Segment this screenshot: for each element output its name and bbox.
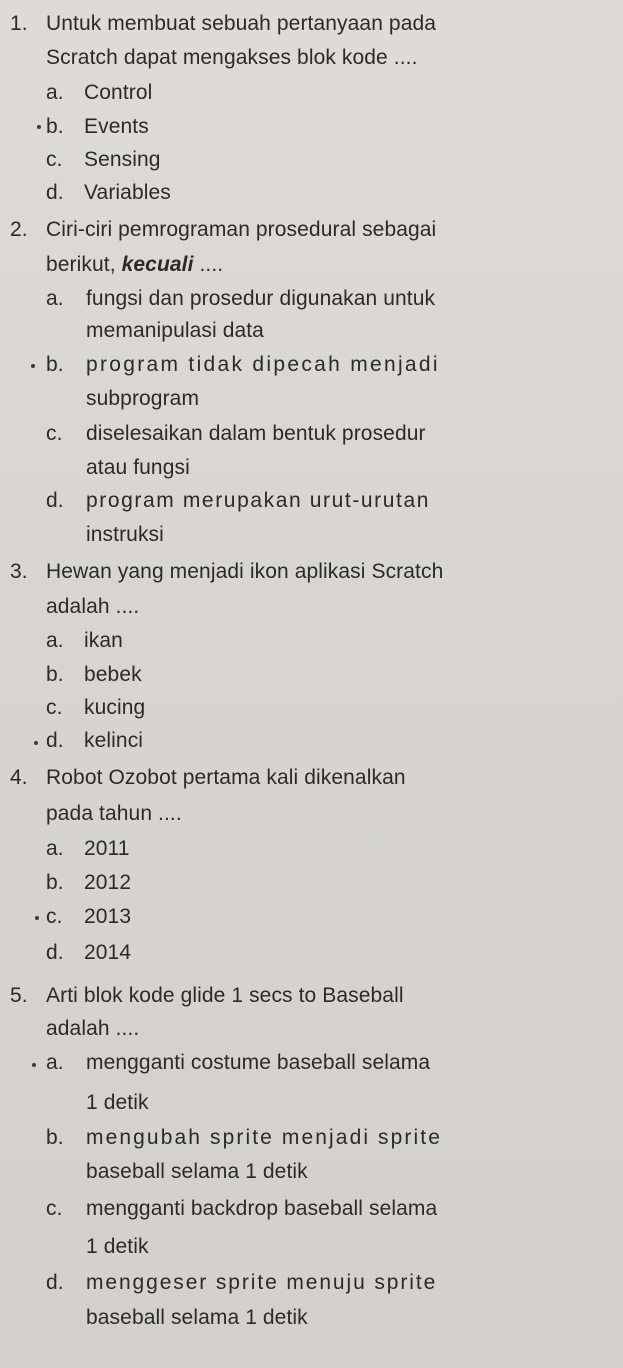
q5-option-b-line-2: baseball selama 1 detik (86, 1160, 308, 1183)
q3-option-b-text: bebek (84, 663, 142, 686)
q5-option-a-letter: a. (46, 1051, 64, 1074)
q5-option-b-letter: b. (46, 1126, 64, 1149)
q5-option-c-line-2: 1 detik (86, 1235, 149, 1258)
q2-option-b-letter: b. (46, 353, 64, 376)
answer-mark-dot (37, 125, 41, 129)
q4-option-d-letter: d. (46, 941, 64, 964)
q2-option-c-line-1: diselesaikan dalam bentuk prosedur (86, 422, 426, 445)
answer-mark-dot (32, 1063, 36, 1067)
q3-option-b-letter: b. (46, 663, 64, 686)
answer-mark-dot (31, 364, 35, 368)
q2-option-c-letter: c. (46, 422, 63, 445)
q4-option-c-text: 2013 (84, 905, 132, 928)
q4-option-a-letter: a. (46, 837, 64, 860)
q2-option-c-line-2: atau fungsi (86, 456, 190, 479)
question-1-text-line-1: Untuk membuat sebuah pertanyaan pada (46, 12, 437, 35)
q2-option-a-line-1: fungsi dan prosedur digunakan untuk (86, 287, 436, 310)
question-2-text-line-1: Ciri-ciri pemrograman prosedural sebagai (46, 218, 437, 241)
q2-option-b-line-2: subprogram (86, 387, 200, 410)
q3-option-d-letter: d. (46, 729, 64, 752)
q5-option-d-letter: d. (46, 1271, 64, 1294)
question-1-text-line-2: Scratch dapat mengakses blok kode .... (46, 46, 418, 69)
answer-mark-dot (34, 741, 38, 745)
q5-option-c-line-1: mengganti backdrop baseball selama (86, 1197, 438, 1220)
question-3-text-line-1: Hewan yang menjadi ikon aplikasi Scratch (46, 560, 444, 583)
question-2-text-suffix: .... (193, 253, 224, 276)
q2-option-a-line-2: memanipulasi data (86, 319, 264, 342)
q1-option-c-text: Sensing (84, 148, 161, 171)
q1-option-a-letter: a. (46, 81, 64, 104)
question-2-text-line-2 (46, 252, 223, 278)
question-3-text-line-2: adalah .... (46, 595, 140, 618)
q1-option-a-text: Control (84, 81, 153, 104)
q3-option-c-letter: c. (46, 696, 63, 719)
question-1-number: 1. (10, 12, 28, 35)
q5-option-d-line-2: baseball selama 1 detik (86, 1306, 308, 1329)
answer-mark-dot (35, 916, 39, 920)
q5-option-a-line-2: 1 detik (86, 1091, 149, 1114)
question-4-number: 4. (10, 766, 28, 789)
question-2-text-prefix: berikut, (46, 253, 122, 276)
question-5-text-line-1: Arti blok kode glide 1 secs to Baseball (46, 984, 404, 1007)
q1-option-d-text: Variables (84, 181, 171, 204)
q1-option-d-letter: d. (46, 181, 64, 204)
question-2-keyword-kecuali: kecuali (121, 253, 194, 276)
q1-option-c-letter: c. (46, 148, 63, 171)
q4-option-b-letter: b. (46, 871, 64, 894)
q2-option-d-line-2: instruksi (86, 523, 164, 546)
q5-option-c-letter: c. (46, 1197, 63, 1220)
q3-option-c-text: kucing (84, 696, 146, 719)
q5-option-b-line-1: mengubah sprite menjadi sprite (86, 1126, 442, 1149)
q1-option-b-letter: b. (46, 115, 64, 138)
q2-option-b-line-1: program tidak dipecah menjadi (86, 353, 440, 376)
question-4-text-line-1: Robot Ozobot pertama kali dikenalkan (46, 766, 406, 789)
q3-option-d-text: kelinci (84, 729, 144, 752)
q3-option-a-text: ikan (84, 629, 123, 652)
q2-option-d-letter: d. (46, 489, 64, 512)
q1-option-b-text: Events (84, 115, 149, 138)
q4-option-c-letter: c. (46, 905, 63, 928)
q5-option-d-line-1: menggeser sprite menuju sprite (86, 1271, 438, 1294)
q4-option-d-text: 2014 (84, 941, 132, 964)
q4-option-b-text: 2012 (84, 871, 132, 894)
q4-option-a-text: 2011 (84, 837, 130, 860)
question-5-text-line-2: adalah .... (46, 1017, 140, 1040)
q5-option-a-line-1: mengganti costume baseball selama (86, 1051, 431, 1074)
question-4-text-line-2: pada tahun .... (46, 802, 182, 825)
question-2-number: 2. (10, 218, 28, 241)
q3-option-a-letter: a. (46, 629, 64, 652)
q2-option-a-letter: a. (46, 287, 64, 310)
q2-option-d-line-1: program merupakan urut-urutan (86, 489, 431, 512)
question-3-number: 3. (10, 560, 28, 583)
question-5-number: 5. (10, 984, 28, 1007)
